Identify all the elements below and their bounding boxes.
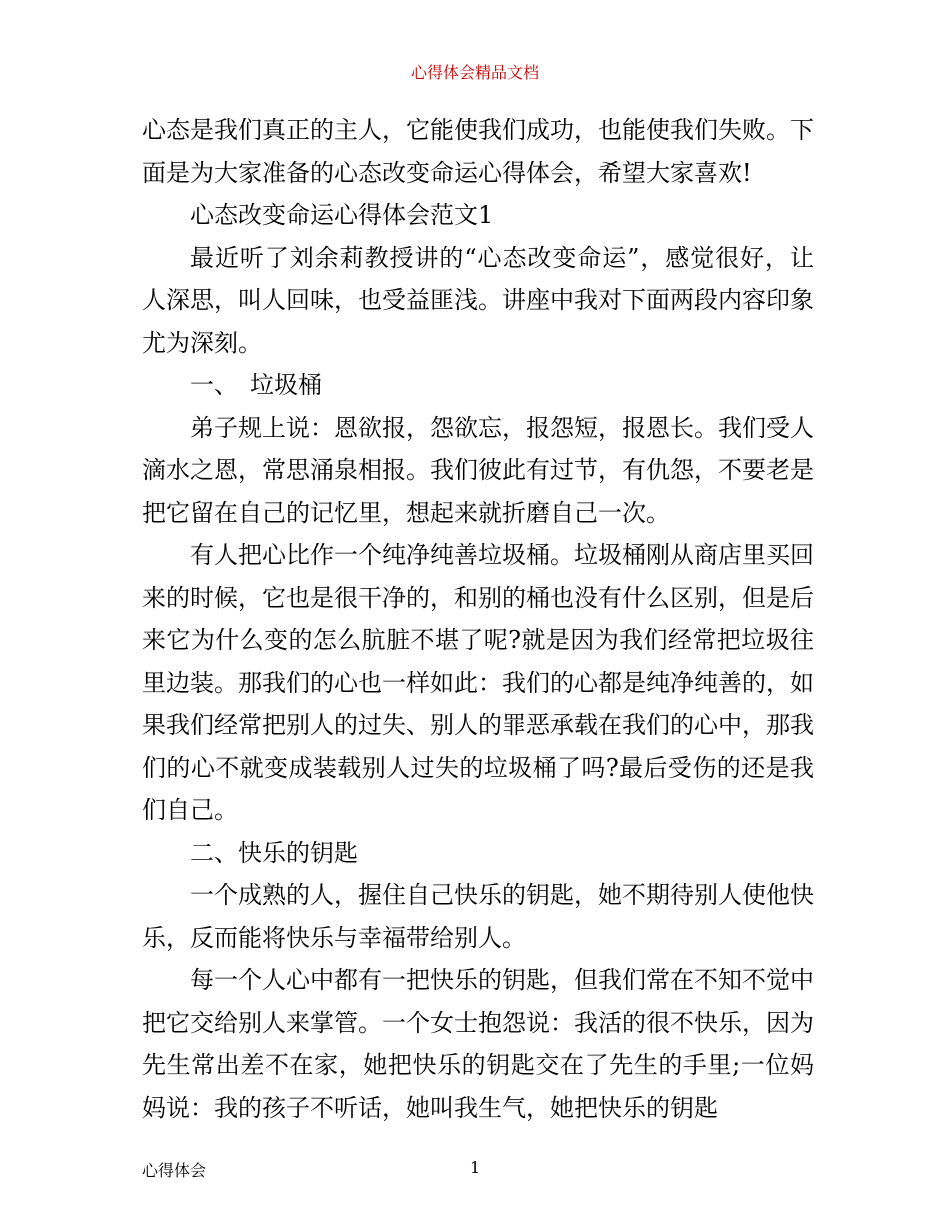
body-paragraph: 弟子规上说：恩欲报，怨欲忘，报怨短，报恩长。我们受人滴水之恩，常思涌泉相报。我们彼此有过节，有仇怨，不要老是把它留在自己的记忆里，想起来就折磨自己一次。 [142, 413, 814, 527]
document-header-title: 心得体会精品文档 [410, 63, 539, 82]
body-paragraph: 有人把心比作一个纯净纯善垃圾桶。垃圾桶刚从商店里买回来的时候，它也是很干净的，和别的桶也没有什么区别，但是后来它为什么变的怎么肮脏不堪了呢?就是因为我们经常把垃圾往里边装。那我们的心也一样如此：我们的心都是纯净纯善的，如果我们经常把别人的过失、别人的罪恶承载在我们的心中，那我们的心不就变成装载别人过失的垃圾桶了吗?最后受伤的还是我们自己。 [142, 541, 814, 824]
document-body [142, 109, 814, 1129]
subheading-key-of-happiness: 二、快乐的钥匙 [190, 838, 358, 867]
intro-paragraph: 心态是我们真正的主人，它能使我们成功，也能使我们失败。下面是为大家准备的心态改变命运心得体会，希望大家喜欢! [142, 116, 814, 187]
section-heading-sample-1: 心态改变命运心得体会范文1 [190, 201, 494, 229]
page-number: 1 [470, 1158, 481, 1177]
document-footer [0, 1158, 950, 1180]
footer-label: 心得体会 [142, 1161, 207, 1180]
body-paragraph: 最近听了刘余莉教授讲的“心态改变命运”，感觉很好，让人深思，叫人回味，也受益匪浅。讲座中我对下面两段内容印象尤为深刻。 [142, 243, 814, 357]
body-paragraph: 一个成熟的人，握住自己快乐的钥匙，她不期待别人使他快乐，反而能将快乐与幸福带给别人。 [142, 881, 814, 952]
subheading-trash-can: 一、 垃圾桶 [190, 371, 322, 399]
body-paragraph: 每一个人心中都有一把快乐的钥匙，但我们常在不知不觉中把它交给别人来掌管。一个女士抱怨说：我活的很不快乐，因为先生常出差不在家，她把快乐的钥匙交在了先生的手里;一位妈妈说：我的孩子不听话，她叫我生气，她把快乐的钥匙 [142, 966, 814, 1122]
